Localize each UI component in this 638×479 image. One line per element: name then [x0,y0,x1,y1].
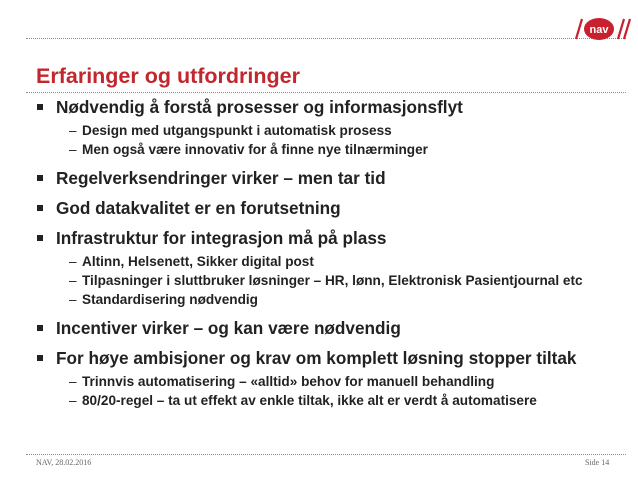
sub-bullet-item [36,373,611,391]
sub-bullet-item [36,392,611,410]
bullet-item [36,168,611,189]
sub-bullet-text: Men også være innovativ for å finne nye tilnærminger [82,142,428,157]
sub-bullet-text: Trinnvis automatisering – «alltid» behov for manuell behandling [82,374,495,389]
bullet-text: Incentiver virker – og kan være nødvendig [56,318,401,338]
sub-bullet-item [36,122,611,140]
bullet-text: God datakvalitet er en forutsetning [56,198,341,218]
footer-dotted-divider [26,454,626,455]
sub-bullet-text: Standardisering nødvendig [82,292,258,307]
square-bullet-icon [37,175,43,181]
square-bullet-icon [37,104,43,110]
sub-bullet-text: 80/20-regel – ta ut effekt av enkle tiltak, ikke alt er verdt å automatisere [82,393,537,408]
dash-bullet-icon: – [69,374,77,389]
square-bullet-icon [37,355,43,361]
dash-bullet-icon: – [69,292,77,307]
sub-bullet-item [36,272,611,290]
sub-bullet-text: Altinn, Helsenett, Sikker digital post [82,254,314,269]
top-dotted-divider [26,38,626,39]
bullet-item [36,97,611,118]
dash-bullet-icon: – [69,393,77,408]
square-bullet-icon [37,235,43,241]
bullet-item [36,228,611,249]
sub-bullet-text: Tilpasninger i sluttbruker løsninger – HR, lønn, Elektronisk Pasientjournal etc [82,273,583,288]
footer-page-number: Side 14 [585,458,610,467]
dash-bullet-icon: – [69,273,77,288]
dash-bullet-icon: – [69,142,77,157]
bullet-list [36,97,611,410]
bullet-text: Nødvendig å forstå prosesser og informasjonsflyt [56,97,463,117]
nav-logo [574,13,636,43]
bullet-text: Infrastruktur for integrasjon må på plass [56,228,387,248]
bullet-item [36,348,611,369]
square-bullet-icon [37,325,43,331]
bullet-item [36,318,611,339]
sub-bullet-item [36,141,611,159]
dash-bullet-icon: – [69,123,77,138]
sub-bullet-item [36,253,611,271]
bullet-text: Regelverksendringer virker – men tar tid [56,168,386,188]
title-dotted-divider [26,92,626,93]
sub-bullet-text: Design med utgangspunkt i automatisk prosess [82,123,392,138]
dash-bullet-icon: – [69,254,77,269]
bullet-text: For høye ambisjoner og krav om komplett løsning stopper tiltak [56,348,577,368]
bullet-item [36,198,611,219]
sub-bullet-item [36,291,611,309]
footer-date: NAV, 28.02.2016 [36,458,92,467]
square-bullet-icon [37,205,43,211]
slide-title: Erfaringer og utfordringer [36,64,300,88]
logo-text: nav [589,24,609,36]
